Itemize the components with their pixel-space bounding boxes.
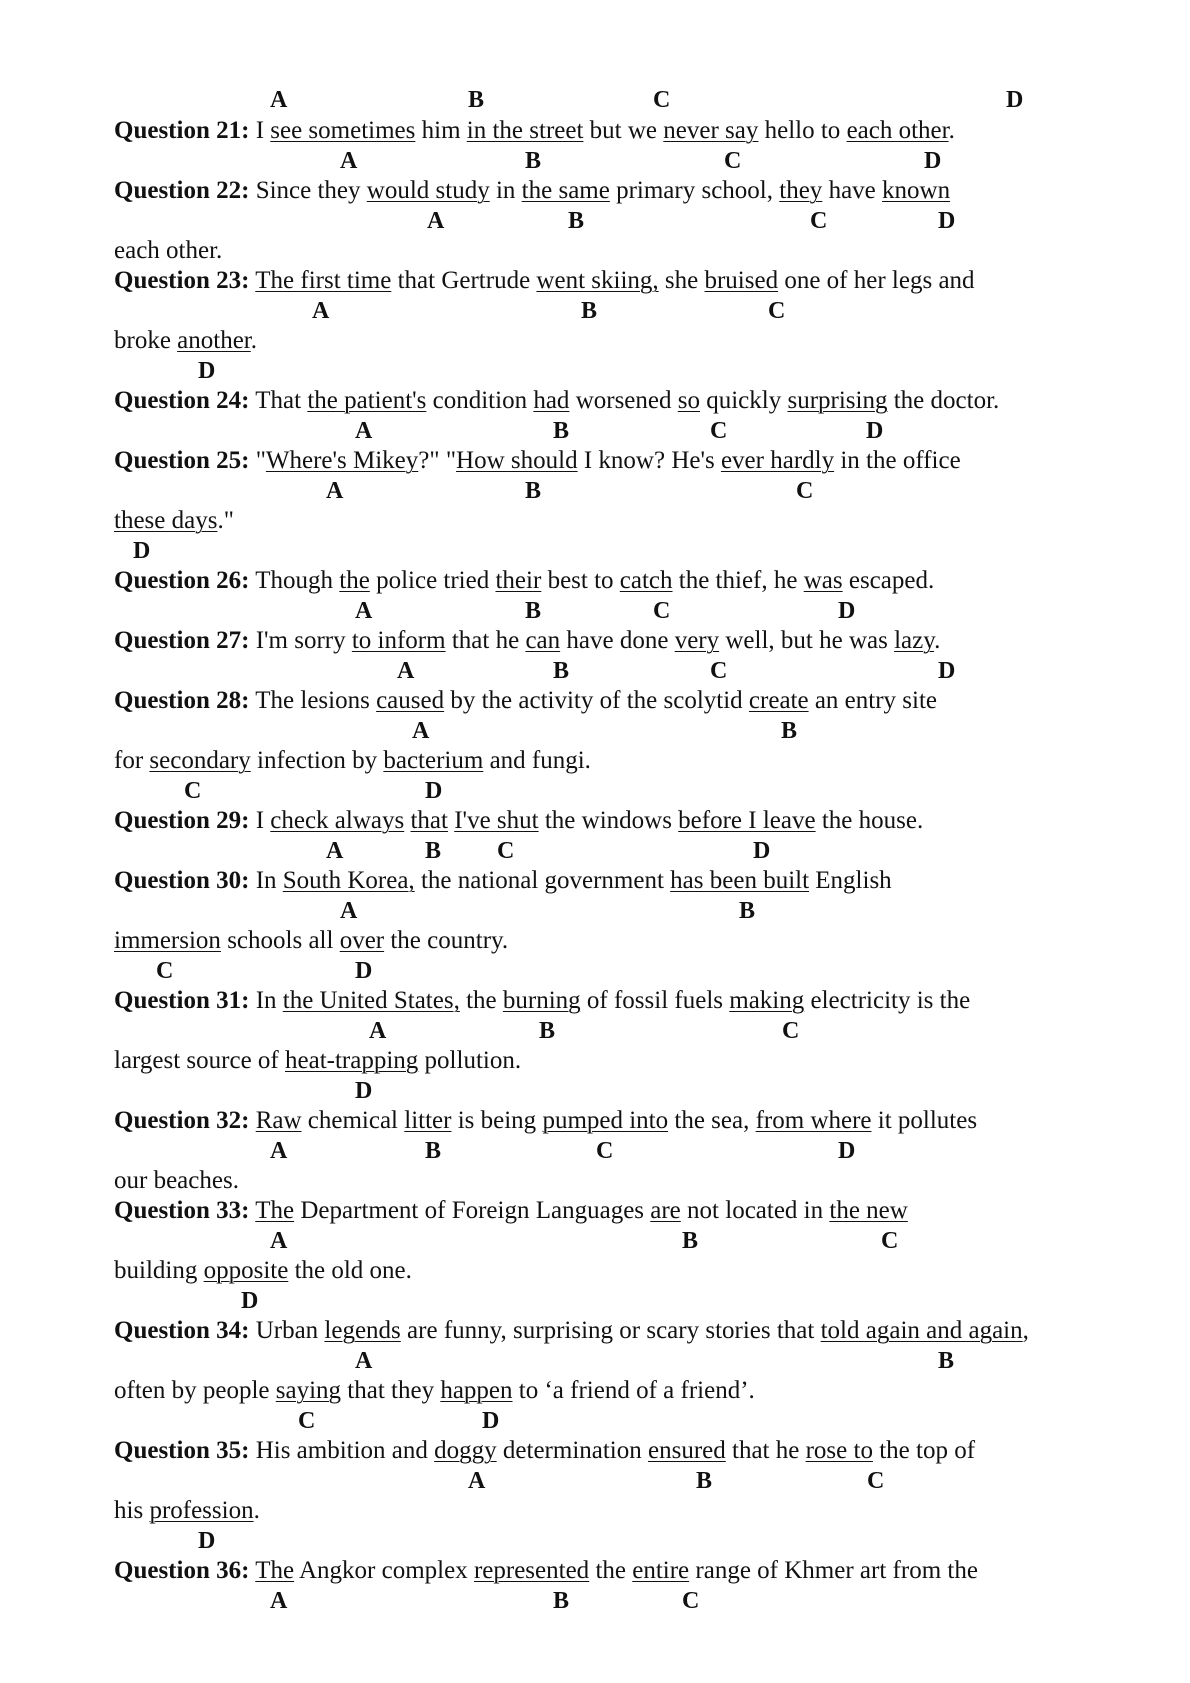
option-letter-c: C — [682, 1588, 700, 1614]
underlined-option: immersion — [114, 927, 221, 954]
question-continuation-line — [114, 326, 257, 356]
underlined-option: caused — [376, 687, 445, 714]
question-number: Question 26: — [114, 567, 250, 594]
underlined-option: they — [779, 177, 823, 204]
option-letter-b: B — [525, 478, 542, 504]
question-number: Question 32: — [114, 1107, 250, 1134]
option-letter-d: D — [355, 1078, 373, 1104]
question-text: In — [255, 867, 283, 894]
question-text: primary school, — [609, 177, 780, 204]
question-text: I'm sorry — [255, 627, 352, 654]
option-letter-d: D — [425, 778, 443, 804]
question-continuation-line — [114, 746, 591, 776]
option-letter-b: B — [553, 1588, 570, 1614]
question-text: the national government — [414, 867, 671, 894]
underlined-option: very — [674, 627, 720, 654]
option-letter-d: D — [838, 1138, 856, 1164]
underlined-option: ever hardly — [720, 447, 835, 474]
question-line — [114, 866, 892, 896]
question-text: pollution. — [418, 1047, 522, 1074]
option-letter-row — [0, 418, 1190, 444]
question-text: she — [658, 267, 705, 294]
underlined-option: bruised — [704, 267, 779, 294]
underlined-option: burning — [502, 987, 581, 1014]
option-letter-row — [0, 208, 1190, 234]
question-text: Though — [255, 567, 340, 594]
option-letter-c: C — [653, 87, 671, 113]
option-letter-row — [0, 598, 1190, 624]
question-number: Question 27: — [114, 627, 250, 654]
question-text: schools all — [220, 927, 340, 954]
option-letter-d: D — [838, 598, 856, 624]
option-letter-b: B — [553, 658, 570, 684]
option-letter-d: D — [241, 1288, 259, 1314]
underlined-option: was — [803, 567, 843, 594]
underlined-option: would study — [366, 177, 490, 204]
question-text: an entry site — [808, 687, 938, 714]
question-text: often by people — [114, 1377, 276, 1404]
option-letter-c: C — [184, 778, 202, 804]
option-letter-a: A — [326, 838, 344, 864]
underlined-option: legends — [324, 1317, 401, 1344]
option-letter-d: D — [938, 658, 956, 684]
question-text: electricity is the — [804, 987, 971, 1014]
option-letter-c: C — [724, 148, 742, 174]
option-letter-a: A — [326, 478, 344, 504]
question-text: Since they — [255, 177, 367, 204]
underlined-option: that — [410, 807, 448, 834]
underlined-option: Where's Mikey — [265, 447, 419, 474]
underlined-option: told again and again — [820, 1317, 1023, 1344]
question-text: to ‘a friend of a friend’. — [512, 1377, 755, 1404]
question-continuation-line — [114, 1496, 260, 1526]
question-continuation-line — [114, 1166, 239, 1196]
question-text: . — [948, 117, 955, 144]
underlined-option: known — [882, 177, 951, 204]
option-letter-a: A — [270, 1138, 288, 1164]
question-text: chemical — [301, 1107, 405, 1134]
option-letter-row — [0, 358, 1190, 384]
option-letter-row — [0, 1228, 1190, 1254]
option-letter-b: B — [525, 148, 542, 174]
underlined-option: see sometimes — [270, 117, 416, 144]
question-line — [114, 806, 923, 836]
question-continuation-line — [114, 506, 234, 536]
underlined-option: bacterium — [383, 747, 484, 774]
question-number: Question 33: — [114, 1197, 250, 1224]
underlined-option: The first time — [255, 267, 392, 294]
underlined-option: so — [677, 387, 700, 414]
option-letter-row — [0, 148, 1190, 174]
option-letter-d: D — [133, 538, 151, 564]
option-letter-c: C — [156, 958, 174, 984]
question-line — [114, 1106, 977, 1136]
option-letter-d: D — [198, 358, 216, 384]
question-number: Question 25: — [114, 447, 250, 474]
question-text: in — [489, 177, 522, 204]
underlined-option: had — [533, 387, 570, 414]
option-letter-a: A — [270, 87, 288, 113]
question-number: Question 23: — [114, 267, 250, 294]
underlined-option: create — [748, 687, 809, 714]
option-letter-b: B — [739, 898, 756, 924]
underlined-option: South Korea, — [282, 867, 415, 894]
question-text: range of Khmer art from the — [689, 1557, 978, 1584]
underlined-option: heat-trapping — [285, 1047, 419, 1074]
underlined-option: the patient's — [307, 387, 427, 414]
option-letter-a: A — [355, 418, 373, 444]
question-number: Question 24: — [114, 387, 250, 414]
question-text: in the office — [834, 447, 961, 474]
option-letter-a: A — [270, 1228, 288, 1254]
question-line — [114, 176, 950, 206]
question-text: . — [253, 1497, 260, 1524]
question-text: the — [589, 1557, 633, 1584]
option-letter-a: A — [468, 1468, 486, 1494]
question-number: Question 29: — [114, 807, 250, 834]
underlined-option: before I leave — [678, 807, 816, 834]
question-line — [114, 686, 937, 716]
underlined-option: can — [525, 627, 561, 654]
underlined-option: ensured — [648, 1437, 726, 1464]
underlined-option: represented — [473, 1557, 590, 1584]
question-text: for — [114, 747, 150, 774]
option-letter-row — [0, 538, 1190, 564]
option-letter-c: C — [596, 1138, 614, 1164]
question-text: In — [255, 987, 283, 1014]
question-text: the house. — [815, 807, 924, 834]
question-text: by the activity of the scolytid — [444, 687, 749, 714]
question-text: that he — [725, 1437, 806, 1464]
question-text: hello to — [758, 117, 847, 144]
question-text: best to — [541, 567, 620, 594]
underlined-option: over — [339, 927, 385, 954]
underlined-option: Raw — [255, 1107, 302, 1134]
option-letter-a: A — [369, 1018, 387, 1044]
option-letter-row — [0, 958, 1190, 984]
question-text: but we — [583, 117, 664, 144]
option-letter-c: C — [710, 658, 728, 684]
underlined-option: are — [650, 1197, 681, 1224]
underlined-option: opposite — [203, 1257, 289, 1284]
option-letter-a: A — [355, 598, 373, 624]
option-letter-row — [0, 718, 1190, 744]
question-text: have done — [560, 627, 675, 654]
question-continuation-line — [114, 926, 508, 956]
question-line — [114, 1436, 975, 1466]
question-text: of fossil fuels — [580, 987, 730, 1014]
option-letter-a: A — [312, 298, 330, 324]
question-continuation-line — [114, 236, 222, 266]
underlined-option: their — [495, 567, 542, 594]
question-continuation-line — [114, 1376, 755, 1406]
option-letter-row — [0, 1348, 1190, 1374]
question-line — [114, 116, 955, 146]
option-letter-b: B — [468, 87, 485, 113]
question-text: , — [1022, 1317, 1029, 1344]
question-text: building — [114, 1257, 204, 1284]
option-letter-b: B — [425, 838, 442, 864]
option-letter-c: C — [710, 418, 728, 444]
question-line — [114, 1556, 978, 1586]
question-number: Question 30: — [114, 867, 250, 894]
option-letter-b: B — [425, 1138, 442, 1164]
question-line — [114, 1316, 1029, 1346]
option-letter-c: C — [796, 478, 814, 504]
question-line — [114, 386, 999, 416]
question-text: the — [459, 987, 503, 1014]
underlined-option: The — [255, 1197, 295, 1224]
question-text: that he — [445, 627, 526, 654]
option-letter-d: D — [753, 838, 771, 864]
underlined-option: rose to — [805, 1437, 873, 1464]
question-text: that Gertrude — [391, 267, 537, 294]
option-letter-d: D — [938, 208, 956, 234]
underlined-option: catch — [619, 567, 673, 594]
question-text: broke — [114, 327, 178, 354]
question-number: Question 34: — [114, 1317, 250, 1344]
underlined-option: went skiing, — [536, 267, 659, 294]
underlined-option: the — [339, 567, 370, 594]
question-text: that they — [341, 1377, 441, 1404]
question-text: quickly — [699, 387, 788, 414]
question-line — [114, 266, 975, 296]
underlined-option: happen — [440, 1377, 513, 1404]
underlined-option: making — [729, 987, 805, 1014]
question-number: Question 21: — [114, 117, 250, 144]
question-text: our beaches. — [114, 1167, 239, 1194]
question-text: I — [255, 807, 271, 834]
question-text: worsened — [569, 387, 678, 414]
underlined-option: secondary — [149, 747, 251, 774]
option-letter-b: B — [781, 718, 798, 744]
option-letter-row — [0, 1588, 1190, 1614]
question-text: largest source of — [114, 1047, 286, 1074]
question-text: . — [250, 327, 258, 354]
option-letter-b: B — [568, 208, 585, 234]
underlined-option: another — [177, 327, 251, 354]
question-line — [114, 446, 961, 476]
question-text: one of her legs and — [778, 267, 975, 294]
question-line — [114, 1196, 908, 1226]
underlined-option: saying — [275, 1377, 342, 1404]
underlined-option: I've shut — [454, 807, 539, 834]
underlined-option: to inform — [351, 627, 446, 654]
question-text: infection by — [250, 747, 384, 774]
question-line — [114, 986, 970, 1016]
question-text: it pollutes — [871, 1107, 978, 1134]
question-text: him — [415, 117, 467, 144]
option-letter-d: D — [198, 1528, 216, 1554]
underlined-option: How should — [456, 447, 578, 474]
underlined-option: these days — [114, 507, 218, 534]
underlined-option: the United States, — [282, 987, 460, 1014]
question-text: escaped. — [842, 567, 935, 594]
option-letter-row — [0, 87, 1190, 113]
question-text: are funny, surprising or scary stories that — [400, 1317, 821, 1344]
option-letter-b: B — [696, 1468, 713, 1494]
option-letter-a: A — [270, 1588, 288, 1614]
option-letter-c: C — [867, 1468, 885, 1494]
option-letter-a: A — [355, 1348, 373, 1374]
question-continuation-line — [114, 1046, 521, 1076]
question-text: the windows — [538, 807, 679, 834]
option-letter-d: D — [924, 148, 942, 174]
underlined-option: pumped into — [542, 1107, 669, 1134]
option-letter-c: C — [881, 1228, 899, 1254]
option-letter-row — [0, 1138, 1190, 1164]
underlined-option: the same — [521, 177, 610, 204]
question-text: the thief, he — [672, 567, 804, 594]
question-text: the doctor. — [887, 387, 1000, 414]
question-text: Department of Foreign Languages — [294, 1197, 651, 1224]
question-text: ." — [217, 507, 234, 534]
question-line — [114, 626, 940, 656]
underlined-option: check always — [270, 807, 405, 834]
question-text: police tried — [369, 567, 496, 594]
option-letter-a: A — [397, 658, 415, 684]
question-text: the top of — [872, 1437, 976, 1464]
question-number: Question 36: — [114, 1557, 250, 1584]
question-text: is being — [451, 1107, 543, 1134]
option-letter-a: A — [340, 148, 358, 174]
option-letter-b: B — [682, 1228, 699, 1254]
question-text: have — [822, 177, 883, 204]
option-letter-c: C — [810, 208, 828, 234]
question-text: That — [255, 387, 308, 414]
option-letter-row — [0, 298, 1190, 324]
underlined-option: The — [255, 1557, 295, 1584]
option-letter-a: A — [427, 208, 445, 234]
option-letter-row — [0, 1288, 1190, 1314]
question-text: his — [114, 1497, 150, 1524]
option-letter-c: C — [782, 1018, 800, 1044]
option-letter-d: D — [866, 418, 884, 444]
option-letter-row — [0, 1408, 1190, 1434]
underlined-option: lazy — [894, 627, 935, 654]
question-text: determination — [496, 1437, 648, 1464]
question-text: the country. — [384, 927, 509, 954]
underlined-option: has been built — [670, 867, 810, 894]
underlined-option: entire — [632, 1557, 690, 1584]
option-letter-b: B — [525, 598, 542, 624]
question-text: His ambition and — [255, 1437, 435, 1464]
option-letter-row — [0, 838, 1190, 864]
option-letter-c: C — [768, 298, 786, 324]
option-letter-row — [0, 1078, 1190, 1104]
option-letter-b: B — [581, 298, 598, 324]
option-letter-b: B — [539, 1018, 556, 1044]
option-letter-d: D — [482, 1408, 500, 1434]
question-text: Urban — [255, 1317, 325, 1344]
option-letter-d: D — [1006, 87, 1024, 113]
question-text: condition — [426, 387, 534, 414]
option-letter-c: C — [298, 1408, 316, 1434]
question-number: Question 22: — [114, 177, 250, 204]
option-letter-b: B — [553, 418, 570, 444]
question-text: ?" " — [418, 447, 457, 474]
option-letter-row — [0, 1018, 1190, 1044]
underlined-option: in the street — [466, 117, 584, 144]
question-text: the sea, — [668, 1107, 756, 1134]
question-text: each other. — [114, 237, 223, 264]
option-letter-row — [0, 478, 1190, 504]
option-letter-row — [0, 1528, 1190, 1554]
option-letter-row — [0, 658, 1190, 684]
option-letter-b: B — [938, 1348, 955, 1374]
underlined-option: each other — [846, 117, 949, 144]
question-text: and fungi. — [483, 747, 591, 774]
option-letter-row — [0, 1468, 1190, 1494]
option-letter-row — [0, 778, 1190, 804]
question-continuation-line — [114, 1256, 412, 1286]
underlined-option: doggy — [434, 1437, 497, 1464]
underlined-option: litter — [404, 1107, 452, 1134]
question-text: the old one. — [288, 1257, 412, 1284]
question-text: I — [255, 117, 271, 144]
question-text: Angkor complex — [294, 1557, 474, 1584]
question-text: well, but he was — [719, 627, 895, 654]
question-number: Question 28: — [114, 687, 250, 714]
underlined-option: from where — [755, 1107, 872, 1134]
option-letter-d: D — [355, 958, 373, 984]
option-letter-c: C — [497, 838, 515, 864]
question-text: " — [255, 447, 266, 474]
question-text: The lesions — [255, 687, 377, 714]
question-number: Question 35: — [114, 1437, 250, 1464]
question-text: I know? He's — [577, 447, 721, 474]
underlined-option: the new — [829, 1197, 908, 1224]
question-line — [114, 566, 934, 596]
underlined-option: surprising — [787, 387, 888, 414]
option-letter-c: C — [653, 598, 671, 624]
option-letter-row — [0, 898, 1190, 924]
question-number: Question 31: — [114, 987, 250, 1014]
option-letter-a: A — [340, 898, 358, 924]
question-text: English — [809, 867, 892, 894]
underlined-option: never say — [663, 117, 759, 144]
option-letter-a: A — [412, 718, 430, 744]
question-text: . — [934, 627, 941, 654]
underlined-option: profession — [149, 1497, 254, 1524]
question-text: not located in — [680, 1197, 830, 1224]
